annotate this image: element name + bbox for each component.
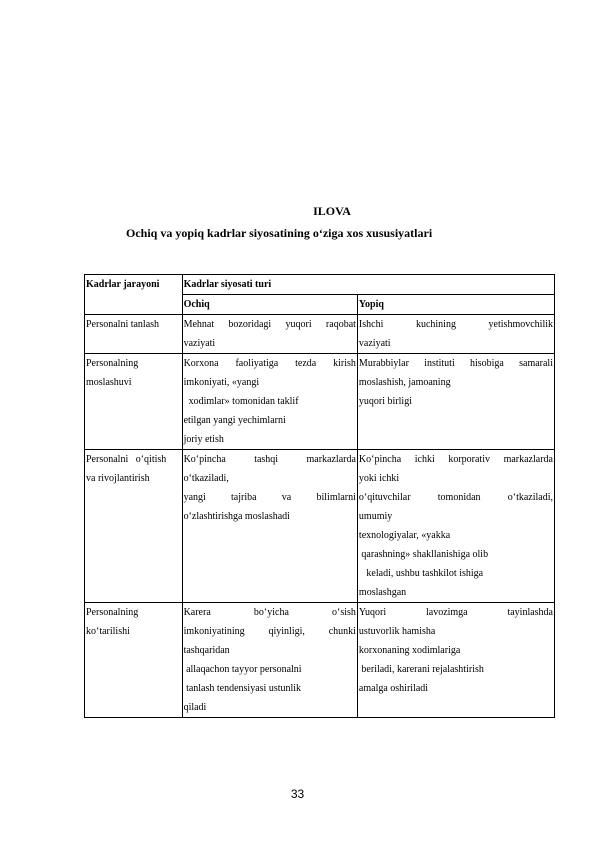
cell-text-line: yoki ichki bbox=[358, 473, 400, 484]
cell-text-line: Personalning bbox=[86, 358, 139, 369]
cell-text-line: texnologiyalar, «yakka bbox=[358, 530, 451, 541]
subheader-closed: Yopiq bbox=[357, 295, 554, 315]
cell-text-line: joriy etish bbox=[183, 434, 224, 445]
cell-text-line: qarashning» shakllanishiga olib bbox=[358, 549, 489, 560]
table-row bbox=[85, 450, 555, 603]
table-row bbox=[85, 354, 555, 450]
header-policy-type: Kadrlar siyosati turi bbox=[182, 275, 554, 295]
table-row bbox=[85, 315, 555, 354]
cell-text-line: o‘qituvchilar tomonidan o‘tkaziladi, bbox=[358, 492, 553, 503]
cell-text-line: korxonaning xodimlariga bbox=[358, 645, 461, 656]
cell-text-line: allaqachon tayyor personalni bbox=[183, 664, 302, 675]
cell-text-line: ko‘tarilishi bbox=[86, 626, 130, 637]
cell-text-line: Personalni tanlash bbox=[86, 319, 160, 330]
cell-closed bbox=[357, 603, 554, 718]
cell-text-line: Ishchi kuchining yetishmovchilik bbox=[358, 319, 553, 330]
table-row bbox=[85, 603, 555, 718]
cell-text-line: Personalni o‘qitish bbox=[86, 454, 167, 465]
cell-closed bbox=[357, 354, 554, 450]
cell-process bbox=[85, 603, 183, 718]
cell-open bbox=[182, 315, 357, 354]
cell-text-line: xodimlar» tomonidan taklif bbox=[183, 396, 299, 407]
cell-closed bbox=[357, 450, 554, 603]
cell-text-line: imkoniyati, «yangi bbox=[183, 377, 260, 388]
cell-text-line: va rivojlantirish bbox=[86, 473, 150, 484]
page-number: 33 bbox=[290, 787, 305, 801]
cell-text-line: amalga oshiriladi bbox=[358, 683, 429, 694]
cell-text-line: Yuqori lavozimga tayinlashda bbox=[358, 607, 553, 618]
cell-text-line: yuqori birligi bbox=[358, 396, 412, 407]
cell-text-line: vaziyati bbox=[358, 338, 391, 349]
cell-text-line: Murabbiylar instituti hisobiga samarali bbox=[358, 358, 553, 369]
cell-process bbox=[85, 354, 183, 450]
cell-text-line: yangi tajriba va bilimlarni bbox=[183, 492, 356, 503]
cell-text-line: moslashish, jamoaning bbox=[358, 377, 451, 388]
cell-text-line: etilgan yangi yechimlarni bbox=[183, 415, 286, 426]
cell-text-line: Ko‘pincha tashqi markazlarda bbox=[183, 454, 356, 465]
page-title: ILOVA bbox=[313, 204, 351, 218]
cell-process bbox=[85, 450, 183, 603]
cell-text-line: o‘tkaziladi, bbox=[183, 473, 229, 484]
subheader-open: Ochiq bbox=[182, 295, 357, 315]
table-header-row bbox=[85, 275, 555, 295]
cell-text-line: Mehnat bozoridagi yuqori raqobat bbox=[183, 319, 356, 330]
cell-open bbox=[182, 450, 357, 603]
cell-text-line: umumiy bbox=[358, 511, 393, 522]
cell-text-line: moslashuvi bbox=[86, 377, 132, 388]
cell-text-line: tanlash tendensiyasi ustunlik bbox=[183, 683, 302, 694]
cell-open bbox=[182, 354, 357, 450]
cell-text-line: moslashgan bbox=[358, 587, 407, 598]
table-caption: Ochiq va yopiq kadrlar siyosatining o‘ziga xos xususiyatlari bbox=[126, 226, 433, 240]
kadrlar-table bbox=[84, 274, 555, 718]
header-process: Kadrlar jarayoni bbox=[85, 275, 183, 315]
cell-text-line: keladi, ushbu tashkilot ishiga bbox=[358, 568, 484, 579]
cell-text-line: qiladi bbox=[183, 702, 207, 713]
cell-text-line: tashqaridan bbox=[183, 645, 230, 656]
cell-text-line: Korxona faoliyatiga tezda kirish bbox=[183, 358, 356, 369]
cell-text-line: vaziyati bbox=[183, 338, 216, 349]
cell-text-line: imkoniyatining qiyinligi, chunki bbox=[183, 626, 356, 637]
cell-process bbox=[85, 315, 183, 354]
cell-text-line: Personalning bbox=[86, 607, 139, 618]
cell-text-line: beriladi, karerani rejalashtirish bbox=[358, 664, 484, 675]
cell-open bbox=[182, 603, 357, 718]
cell-text-line: Ko‘pincha ichki korporativ markazlarda bbox=[358, 454, 553, 465]
cell-text-line: Karera bo‘yicha o‘sish bbox=[183, 607, 356, 618]
cell-text-line: ustuvorlik hamisha bbox=[358, 626, 436, 637]
cell-text-line: o‘zlashtirishga moslashadi bbox=[183, 511, 290, 522]
cell-closed bbox=[357, 315, 554, 354]
